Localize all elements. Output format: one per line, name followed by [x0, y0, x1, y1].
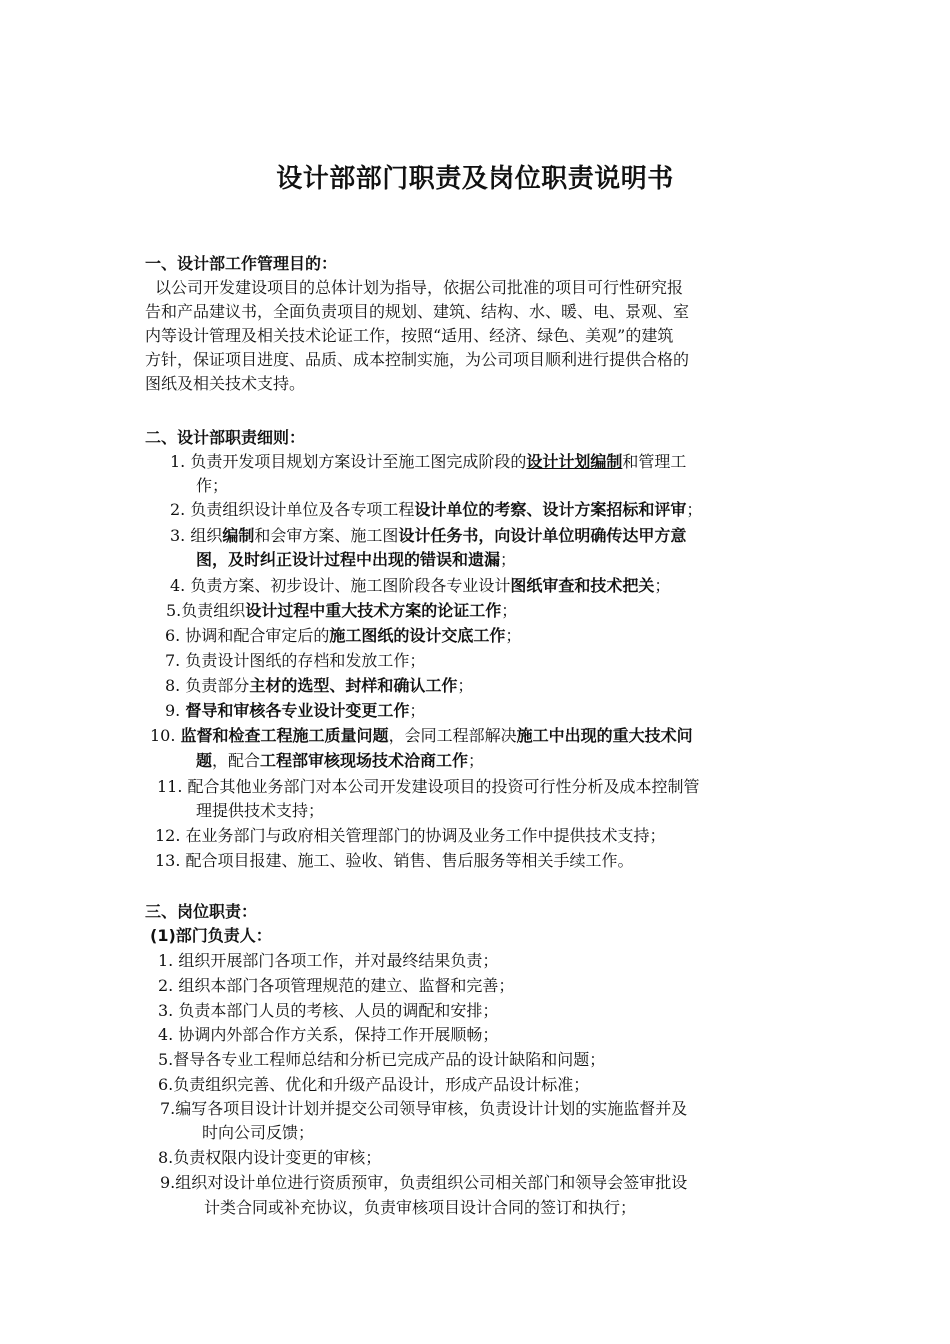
- section1-line: 以公司开发建设项目的总体计划为指导，依据公司批准的项目可行性研究报: [155, 278, 684, 297]
- duty-item: 13. 配合项目报建、施工、验收、销售、售后服务等相关手续工作。: [155, 851, 634, 870]
- item-number: 7.: [165, 651, 181, 670]
- role-item: 4. 协调内外部合作方关系，保持工作开展顺畅；: [158, 1025, 499, 1044]
- item-number: 10.: [150, 726, 176, 745]
- role-item: 8.负责权限内设计变更的审核；: [158, 1148, 382, 1167]
- item-number: 9.: [160, 1173, 176, 1192]
- item-number: 8.: [158, 1148, 174, 1167]
- item-number: 2.: [170, 500, 186, 519]
- section1-heading: 一、设计部工作管理目的：: [145, 254, 338, 273]
- role-item: 5.督导各专业工程师总结和分析已完成产品的设计缺陷和问题；: [158, 1050, 606, 1069]
- item-number: 11.: [157, 777, 183, 796]
- duty-item: 7. 负责设计图纸的存档和发放工作；: [165, 651, 426, 670]
- duty-item-cont: 题，配合工程部审核现场技术洽商工作；: [196, 751, 485, 770]
- duty-item: 10. 监督和检查工程施工质量问题，会同工程部解决施工中出现的重大技术问: [150, 726, 693, 745]
- item-number: 8.: [165, 676, 181, 695]
- duty-item-cont: 作；: [196, 476, 229, 495]
- section3-heading: 三、岗位职责：: [145, 902, 258, 921]
- duty-item: 2. 负责组织设计单位及各专项工程设计单位的考察、设计方案招标和评审；: [170, 500, 703, 519]
- item-number: 6.: [165, 626, 181, 645]
- item-number: 12.: [155, 826, 181, 845]
- role-item: 6.负责组织完善、优化和升级产品设计，形成产品设计标准；: [158, 1075, 590, 1094]
- duty-item: 11. 配合其他业务部门对本公司开发建设项目的投资可行性分析及成本控制管: [157, 777, 700, 796]
- section1-line: 方针，保证项目进度、品质、成本控制实施，为公司项目顺利进行提供合格的: [145, 350, 690, 369]
- item-number: 3.: [158, 1001, 174, 1020]
- role-item-cont: 计类合同或补充协议，负责审核项目设计合同的签订和执行；: [204, 1198, 637, 1217]
- item-number: 4.: [170, 576, 186, 595]
- document-title: 设计部部门职责及岗位职责说明书: [276, 164, 674, 194]
- role-item: 9.组织对设计单位进行资质预审，负责组织公司相关部门和领导会签审批设: [160, 1173, 688, 1192]
- item-number: 3.: [170, 526, 186, 545]
- role-item: 3. 负责本部门人员的考核、人员的调配和安排；: [158, 1001, 499, 1020]
- section3-subheading: (1)部门负责人：: [150, 926, 272, 945]
- duty-item-cont: 图，及时纠正设计过程中出现的错误和遗漏；: [196, 550, 517, 569]
- item-number: 2.: [158, 976, 174, 995]
- duty-item-cont: 理提供技术支持；: [196, 801, 325, 820]
- section2-heading: 二、设计部职责细则：: [145, 428, 306, 447]
- item-number: 6.: [158, 1075, 174, 1094]
- section1-line: 图纸及相关技术支持。: [145, 374, 306, 393]
- item-number: 1.: [170, 452, 186, 471]
- item-number: 4.: [158, 1025, 174, 1044]
- item-number: 13.: [155, 851, 181, 870]
- duty-item: 3. 组织编制和会审方案、施工图设计任务书，向设计单位明确传达甲方意: [170, 526, 687, 545]
- role-item: 7.编写各项目设计计划并提交公司领导审核，负责设计计划的实施监督并及: [160, 1099, 688, 1118]
- duty-item: 1. 负责开发项目规划方案设计至施工图完成阶段的设计计划编制和管理工: [170, 452, 687, 471]
- duty-item: 5.负责组织设计过程中重大技术方案的论证工作；: [166, 601, 518, 620]
- role-item-cont: 时向公司反馈；: [202, 1123, 315, 1142]
- item-number: 5.: [166, 601, 182, 620]
- role-item: 2. 组织本部门各项管理规范的建立、监督和完善；: [158, 976, 515, 995]
- section1-line: 告和产品建议书，全面负责项目的规划、建筑、结构、水、暖、电、景观、室: [145, 302, 690, 321]
- item-number: 1.: [158, 951, 174, 970]
- duty-item: 8. 负责部分主材的选型、封样和确认工作；: [165, 676, 474, 695]
- section1-line: 内等设计管理及相关技术论证工作，按照“适用、经济、绿色、美观”的建筑: [145, 326, 674, 345]
- item-number: 5.: [158, 1050, 174, 1069]
- item-number: 9.: [165, 701, 181, 720]
- role-item: 1. 组织开展部门各项工作，并对最终结果负责；: [158, 951, 499, 970]
- duty-item: 12. 在业务部门与政府相关管理部门的协调及业务工作中提供技术支持；: [155, 826, 666, 845]
- duty-item: 9. 督导和审核各专业设计变更工作；: [165, 701, 426, 720]
- item-number: 7.: [160, 1099, 176, 1118]
- duty-item: 6. 协调和配合审定后的施工图纸的设计交底工作；: [165, 626, 522, 645]
- duty-item: 4. 负责方案、初步设计、施工图阶段各专业设计图纸审查和技术把关；: [170, 576, 671, 595]
